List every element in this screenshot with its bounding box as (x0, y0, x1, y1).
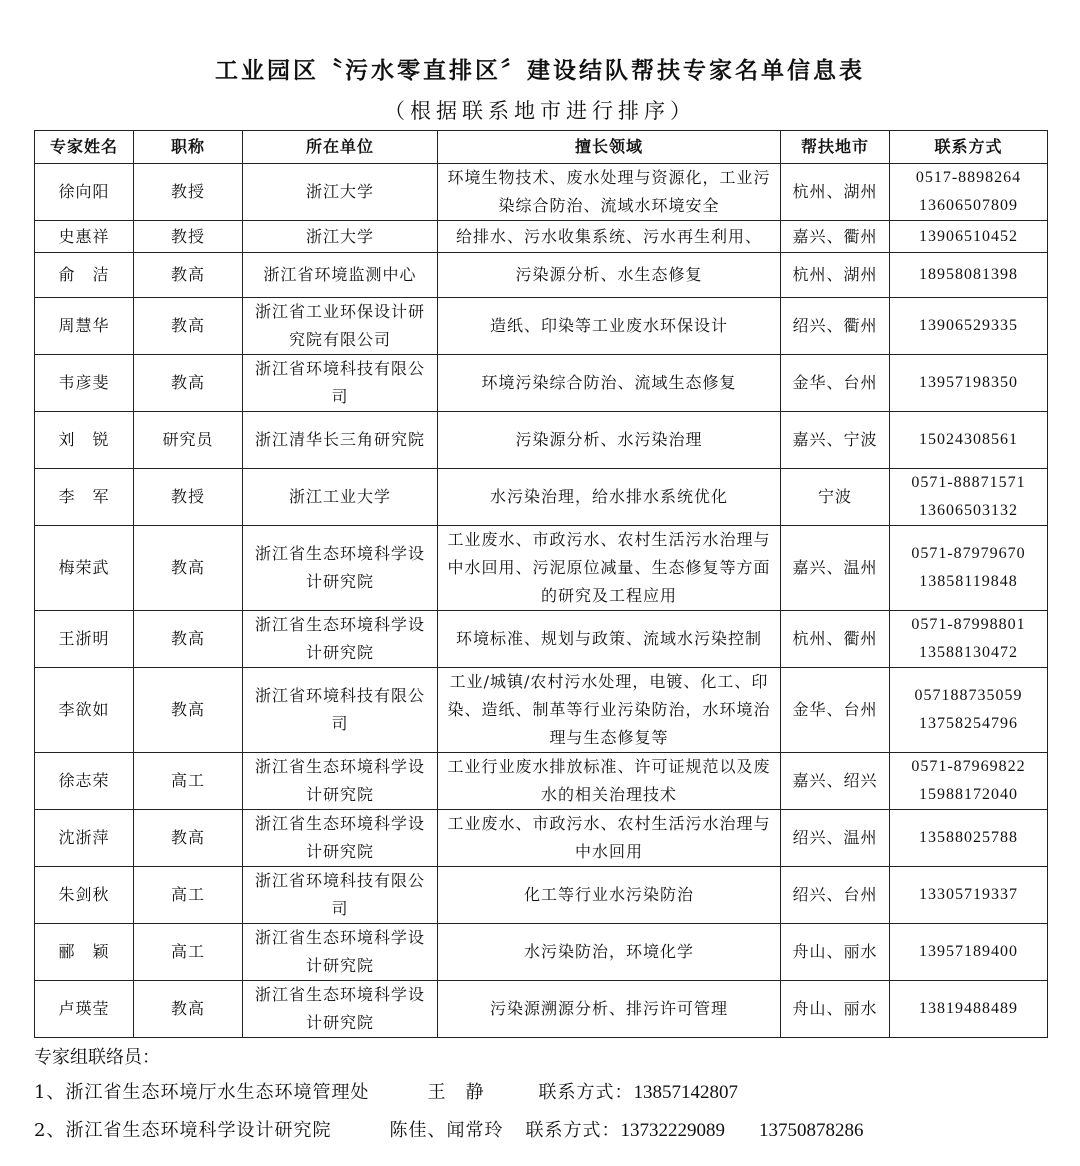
cell-city: 嘉兴、绍兴 (781, 753, 890, 810)
cell-title: 教高 (134, 668, 243, 753)
cell-field: 工业废水、市政污水、农村生活污水治理与中水回用 (438, 810, 781, 867)
phone: 13906510452 (919, 227, 1018, 245)
cell-title: 教高 (134, 611, 243, 668)
cell-unit: 浙江省生态环境科学设计研究院 (243, 981, 438, 1038)
cell-name: 李 军 (35, 469, 134, 526)
cell-unit: 浙江省生态环境科学设计研究院 (243, 924, 438, 981)
cell-title: 高工 (134, 924, 243, 981)
cell-field: 工业/城镇/农村污水处理，电镀、化工、印染、造纸、制革等行业污染防治，水环境治理与生态修复等 (438, 668, 781, 753)
cell-name: 俞 洁 (35, 253, 134, 298)
phone: 15024308561 (919, 431, 1018, 448)
table-row (35, 810, 1048, 867)
cell-contact (890, 526, 1048, 611)
liaison-phone: 13857142807 (633, 1082, 738, 1103)
phone: 13606507809 (919, 197, 1018, 214)
liaison-line-2 (34, 1116, 863, 1142)
cell-unit: 浙江省工业环保设计研究院有限公司 (243, 298, 438, 355)
phone: 0571-87979670 (911, 545, 1026, 562)
cell-field: 造纸、印染等工业废水环保设计 (438, 298, 781, 355)
table-row (35, 221, 1048, 253)
cell-contact (890, 298, 1048, 355)
cell-contact (890, 469, 1048, 526)
cell-city: 杭州、衢州 (781, 611, 890, 668)
cell-name: 王浙明 (35, 611, 134, 668)
cell-contact (890, 253, 1048, 298)
liaison-contact-label: 联系方式： (525, 1120, 621, 1141)
cell-city: 嘉兴、温州 (781, 526, 890, 611)
cell-unit: 浙江省环境科技有限公司 (243, 668, 438, 753)
header-name: 专家姓名 (35, 131, 134, 164)
cell-city: 杭州、湖州 (781, 253, 890, 298)
header-field: 擅长领域 (438, 131, 781, 164)
table-row (35, 981, 1048, 1038)
liaison-phone: 13750878286 (758, 1120, 864, 1141)
cell-field: 工业废水、市政污水、农村生活污水治理与中水回用、污泥原位减量、生态修复等方面的研究及工程应用 (438, 526, 781, 611)
cell-contact (890, 668, 1048, 753)
cell-city: 嘉兴、衢州 (781, 221, 890, 253)
header-contact: 联系方式 (890, 131, 1048, 164)
table-row (35, 164, 1048, 221)
phone: 0571-87998801 (911, 616, 1026, 633)
cell-title: 教高 (134, 355, 243, 412)
cell-title: 教高 (134, 253, 243, 298)
cell-name: 徐志荣 (35, 753, 134, 810)
cell-field: 给排水、污水收集系统、污水再生利用、 (438, 221, 781, 253)
cell-unit: 浙江省生态环境科学设计研究院 (243, 611, 438, 668)
cell-field: 水污染治理，给水排水系统优化 (438, 469, 781, 526)
cell-name: 沈浙萍 (35, 810, 134, 867)
phone: 13305719337 (919, 886, 1018, 903)
cell-city: 绍兴、台州 (781, 867, 890, 924)
liaison-contact-label: 联系方式： (538, 1082, 634, 1103)
table-row (35, 469, 1048, 526)
table-header-row (35, 131, 1048, 164)
cell-city: 嘉兴、宁波 (781, 412, 890, 469)
cell-contact (890, 611, 1048, 668)
cell-contact (890, 355, 1048, 412)
cell-name: 徐向阳 (35, 164, 134, 221)
cell-field: 化工等行业水污染防治 (438, 867, 781, 924)
cell-contact (890, 753, 1048, 810)
table-row (35, 355, 1048, 412)
cell-name: 李欲如 (35, 668, 134, 753)
phone: 057188735059 (914, 687, 1023, 704)
cell-unit: 浙江大学 (243, 164, 438, 221)
cell-contact (890, 164, 1048, 221)
cell-field: 污染源分析、水生态修复 (438, 253, 781, 298)
cell-field: 水污染防治，环境化学 (438, 924, 781, 981)
liaison-person: 王 静 (427, 1082, 485, 1103)
cell-field: 工业行业废水排放标准、许可证规范以及废水的相关治理技术 (438, 753, 781, 810)
table-row (35, 668, 1048, 753)
cell-field: 污染源溯源分析、排污许可管理 (438, 981, 781, 1038)
phone: 13606503132 (919, 502, 1018, 519)
phone: 13588130472 (919, 644, 1018, 661)
phone: 18958081398 (919, 266, 1018, 283)
cell-title: 高工 (134, 753, 243, 810)
phone: 0571-87969822 (911, 758, 1026, 775)
cell-contact (890, 924, 1048, 981)
table-row (35, 412, 1048, 469)
table-row (35, 611, 1048, 668)
cell-city: 金华、台州 (781, 355, 890, 412)
phone: 13906529335 (919, 317, 1018, 334)
cell-city: 宁波 (781, 469, 890, 526)
cell-title: 教高 (134, 298, 243, 355)
table-row (35, 253, 1048, 298)
cell-title: 教授 (134, 469, 243, 526)
liaison-org: 2、浙江省生态环境科学设计研究院 (34, 1120, 332, 1141)
phone: 13819488489 (919, 1000, 1018, 1017)
expert-table (34, 130, 1048, 1038)
cell-city: 舟山、丽水 (781, 981, 890, 1038)
cell-title: 教高 (134, 810, 243, 867)
table-row (35, 924, 1048, 981)
liaison-person: 陈佳、闻常玲 (389, 1120, 504, 1141)
phone: 13758254796 (919, 715, 1018, 732)
cell-city: 绍兴、温州 (781, 810, 890, 867)
cell-field: 污染源分析、水污染治理 (438, 412, 781, 469)
liaison-line-1 (34, 1078, 738, 1104)
document-title: 工业园区〝污水零直排区〞建设结队帮扶专家名单信息表 (215, 58, 865, 84)
phone: 0571-88871571 (911, 474, 1026, 491)
cell-name: 郦 颖 (35, 924, 134, 981)
cell-title: 研究员 (134, 412, 243, 469)
cell-name: 史惠祥 (35, 221, 134, 253)
cell-contact (890, 221, 1048, 253)
cell-field: 环境标准、规划与政策、流域水污染控制 (438, 611, 781, 668)
liaison-heading: 专家组联络员： (34, 1047, 160, 1068)
cell-name: 韦彦斐 (35, 355, 134, 412)
cell-title: 教高 (134, 981, 243, 1038)
document-subtitle: （根据联系地市进行排序） (384, 99, 696, 123)
table-row (35, 298, 1048, 355)
cell-name: 刘 锐 (35, 412, 134, 469)
cell-title: 教授 (134, 221, 243, 253)
cell-field: 环境生物技术、废水处理与资源化，工业污染综合防治、流域水环境安全 (438, 164, 781, 221)
cell-title: 高工 (134, 867, 243, 924)
phone: 13957198350 (919, 374, 1018, 391)
liaison-phone: 13732229089 (620, 1120, 725, 1141)
cell-contact (890, 981, 1048, 1038)
cell-title: 教高 (134, 526, 243, 611)
cell-contact (890, 867, 1048, 924)
header-city: 帮扶地市 (781, 131, 890, 164)
liaison-org: 1、浙江省生态环境厅水生态环境管理处 (34, 1082, 370, 1103)
cell-unit: 浙江省生态环境科学设计研究院 (243, 526, 438, 611)
phone: 0517-8898264 (915, 169, 1022, 186)
cell-unit: 浙江清华长三角研究院 (243, 412, 438, 469)
phone: 13858119848 (919, 573, 1018, 590)
phone: 15988172040 (919, 786, 1018, 803)
cell-unit: 浙江省生态环境科学设计研究院 (243, 753, 438, 810)
cell-field: 环境污染综合防治、流域生态修复 (438, 355, 781, 412)
cell-name: 梅荣武 (35, 526, 134, 611)
table-row (35, 867, 1048, 924)
cell-title: 教授 (134, 164, 243, 221)
cell-city: 舟山、丽水 (781, 924, 890, 981)
header-title: 职称 (134, 131, 243, 164)
cell-name: 卢瑛莹 (35, 981, 134, 1038)
table-row (35, 753, 1048, 810)
table-row (35, 526, 1048, 611)
header-unit: 所在单位 (243, 131, 438, 164)
cell-unit: 浙江省环境监测中心 (243, 253, 438, 298)
cell-contact (890, 810, 1048, 867)
cell-contact (890, 412, 1048, 469)
cell-city: 金华、台州 (781, 668, 890, 753)
cell-city: 绍兴、衢州 (781, 298, 890, 355)
cell-unit: 浙江省环境科技有限公司 (243, 867, 438, 924)
cell-city: 杭州、湖州 (781, 164, 890, 221)
phone: 13957189400 (919, 943, 1018, 960)
cell-unit: 浙江大学 (243, 221, 438, 253)
cell-unit: 浙江省环境科技有限公司 (243, 355, 438, 412)
cell-name: 周慧华 (35, 298, 134, 355)
phone: 13588025788 (919, 829, 1018, 846)
cell-unit: 浙江省生态环境科学设计研究院 (243, 810, 438, 867)
cell-name: 朱剑秋 (35, 867, 134, 924)
cell-unit: 浙江工业大学 (243, 469, 438, 526)
